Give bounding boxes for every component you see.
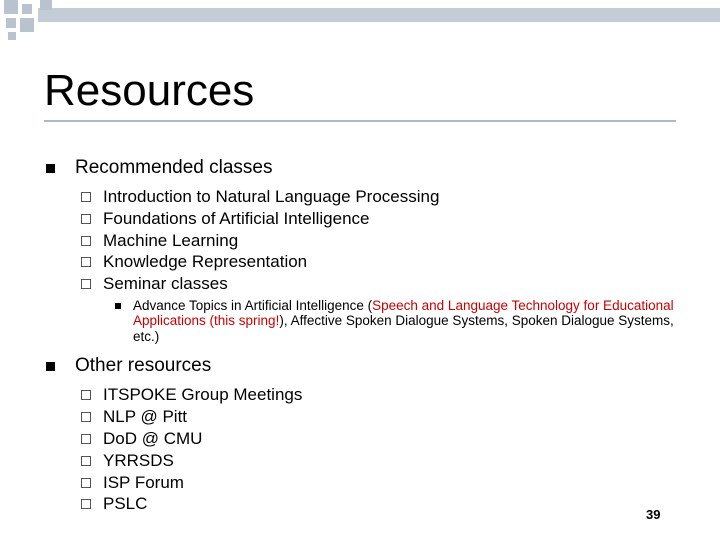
level1-item-other	[44, 353, 704, 379]
list-item: Foundations of Artificial Intelligence	[81, 208, 704, 230]
small-square-bullet-icon	[115, 303, 121, 309]
slide-title: Resources	[44, 66, 255, 115]
advanced-topics-text: Advance Topics in Artificial Intelligence (Speech and Language Technology for Educational Applications (this spring!), Affective Spoken Dialogue Systems, Spoken Dialogue Systems, etc.)	[133, 297, 674, 344]
hollow-box-bullet-icon	[81, 412, 91, 422]
corner-decoration	[0, 0, 720, 44]
list-item: PSLC	[81, 493, 704, 515]
hollow-box-bullet-icon	[81, 214, 91, 224]
list-item: ITSPOKE Group Meetings	[81, 384, 704, 406]
page-number: 39	[646, 507, 661, 522]
list-item: Introduction to Natural Language Processing	[81, 186, 704, 208]
hollow-box-bullet-icon	[81, 390, 91, 400]
hollow-box-bullet-icon	[81, 236, 91, 246]
section-heading: Recommended classes	[75, 157, 273, 178]
highlighted-course: Speech and Language Technology for Educational Applications (this spring!	[133, 297, 674, 329]
hollow-box-bullet-icon	[81, 192, 91, 202]
hollow-box-bullet-icon	[81, 499, 91, 509]
square-bullet-icon	[46, 362, 55, 371]
sub-list-item	[115, 298, 704, 345]
square-bullet-icon	[46, 164, 55, 173]
hollow-box-bullet-icon	[81, 279, 91, 289]
list-item: YRRSDS	[81, 450, 704, 472]
section-heading: Other resources	[75, 355, 212, 377]
list-item: NLP @ Pitt	[81, 406, 704, 428]
list-item: ISP Forum	[81, 472, 704, 494]
title-underline	[44, 120, 676, 122]
list-item: Knowledge Representation	[81, 251, 704, 273]
list-item: DoD @ CMU	[81, 428, 704, 450]
level1-item-recommended	[44, 155, 704, 181]
hollow-box-bullet-icon	[81, 434, 91, 444]
slide-content	[44, 155, 704, 515]
list-item: Machine Learning	[81, 230, 704, 252]
list-item: Seminar classes	[81, 273, 704, 295]
hollow-box-bullet-icon	[81, 257, 91, 267]
hollow-box-bullet-icon	[81, 478, 91, 488]
hollow-box-bullet-icon	[81, 456, 91, 466]
